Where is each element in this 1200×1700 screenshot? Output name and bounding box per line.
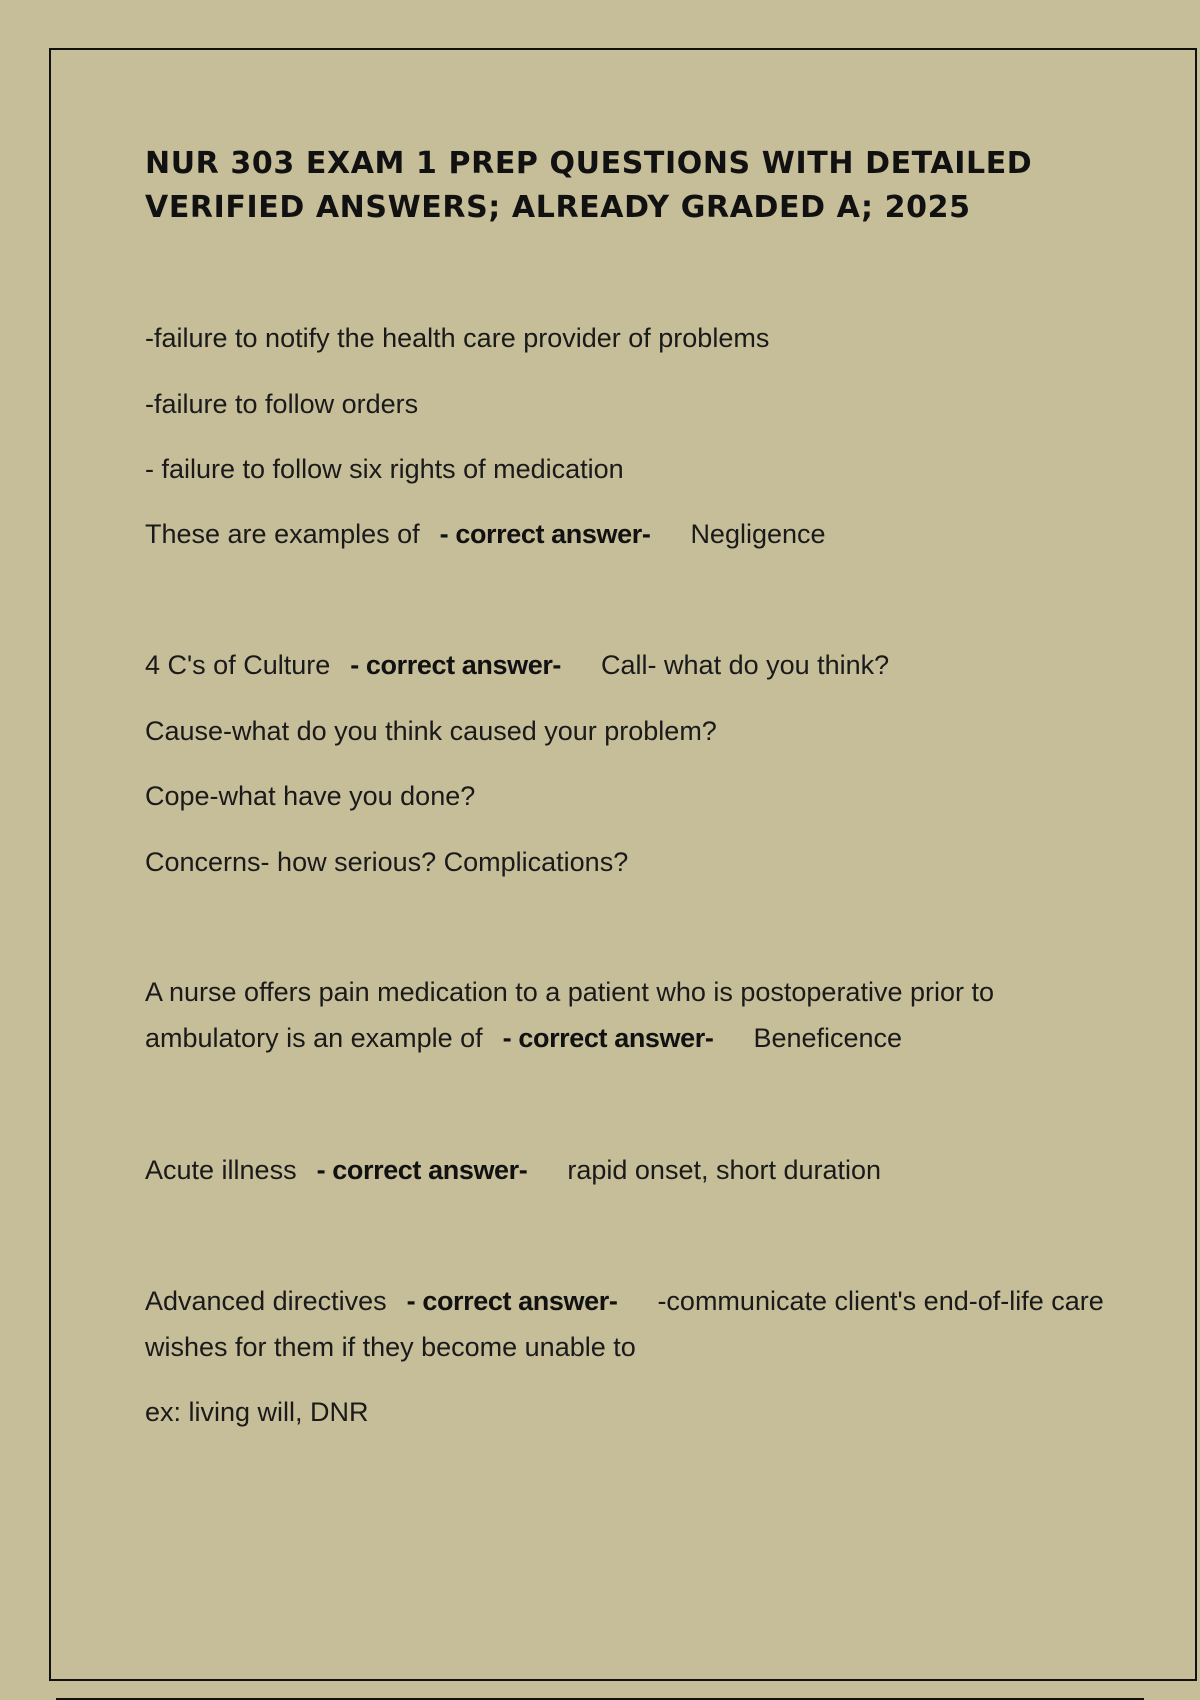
q2-answer-line-4: Concerns- how serious? Complications?: [145, 847, 629, 877]
q2-question: 4 C's of Culture: [145, 650, 331, 680]
q2-answer-line-3: Cope-what have you done?: [145, 781, 476, 811]
q5-answer-line-2: ex: living will, DNR: [145, 1397, 369, 1427]
q2-answer-line-2: Cause-what do you think caused your problem?: [145, 716, 717, 746]
q5-answer: -communicate client's end-of-life care wishes for them if they become unable to: [145, 1286, 1104, 1362]
q5-paragraph: [145, 1278, 1105, 1370]
q1-line-1: -failure to notify the health care provider of problems: [145, 323, 770, 353]
q4-question: Acute illness: [145, 1155, 297, 1185]
q1-question: These are examples of: [145, 519, 420, 549]
q1-question-row: [145, 511, 826, 557]
correct-answer-label: - correct answer-: [502, 1023, 714, 1053]
q3-paragraph: [145, 969, 1105, 1061]
q4-answer: rapid onset, short duration: [567, 1155, 882, 1185]
q1-answer: Negligence: [690, 519, 826, 549]
q1-line-2: -failure to follow orders: [145, 389, 419, 419]
q3-question: A nurse offers pain medication to a patient who is postoperative prior to ambulatory is an example of: [145, 977, 994, 1053]
q1-line-3: - failure to follow six rights of medication: [145, 454, 624, 484]
document-title: NUR 303 EXAM 1 PREP QUESTIONS WITH DETAILED VERIFIED ANSWERS; ALREADY GRADED A; 2025: [145, 146, 1033, 225]
q2-answer-line-1: Call- what do you think?: [601, 650, 890, 680]
q2-question-row: [145, 642, 889, 688]
q4-question-row: [145, 1147, 881, 1193]
q5-question: Advanced directives: [145, 1286, 387, 1316]
correct-answer-label: - correct answer-: [316, 1155, 528, 1185]
correct-answer-label: - correct answer-: [350, 650, 562, 680]
correct-answer-label: - correct answer-: [439, 519, 651, 549]
correct-answer-label: - correct answer-: [406, 1286, 618, 1316]
q3-answer: Beneficence: [753, 1023, 903, 1053]
